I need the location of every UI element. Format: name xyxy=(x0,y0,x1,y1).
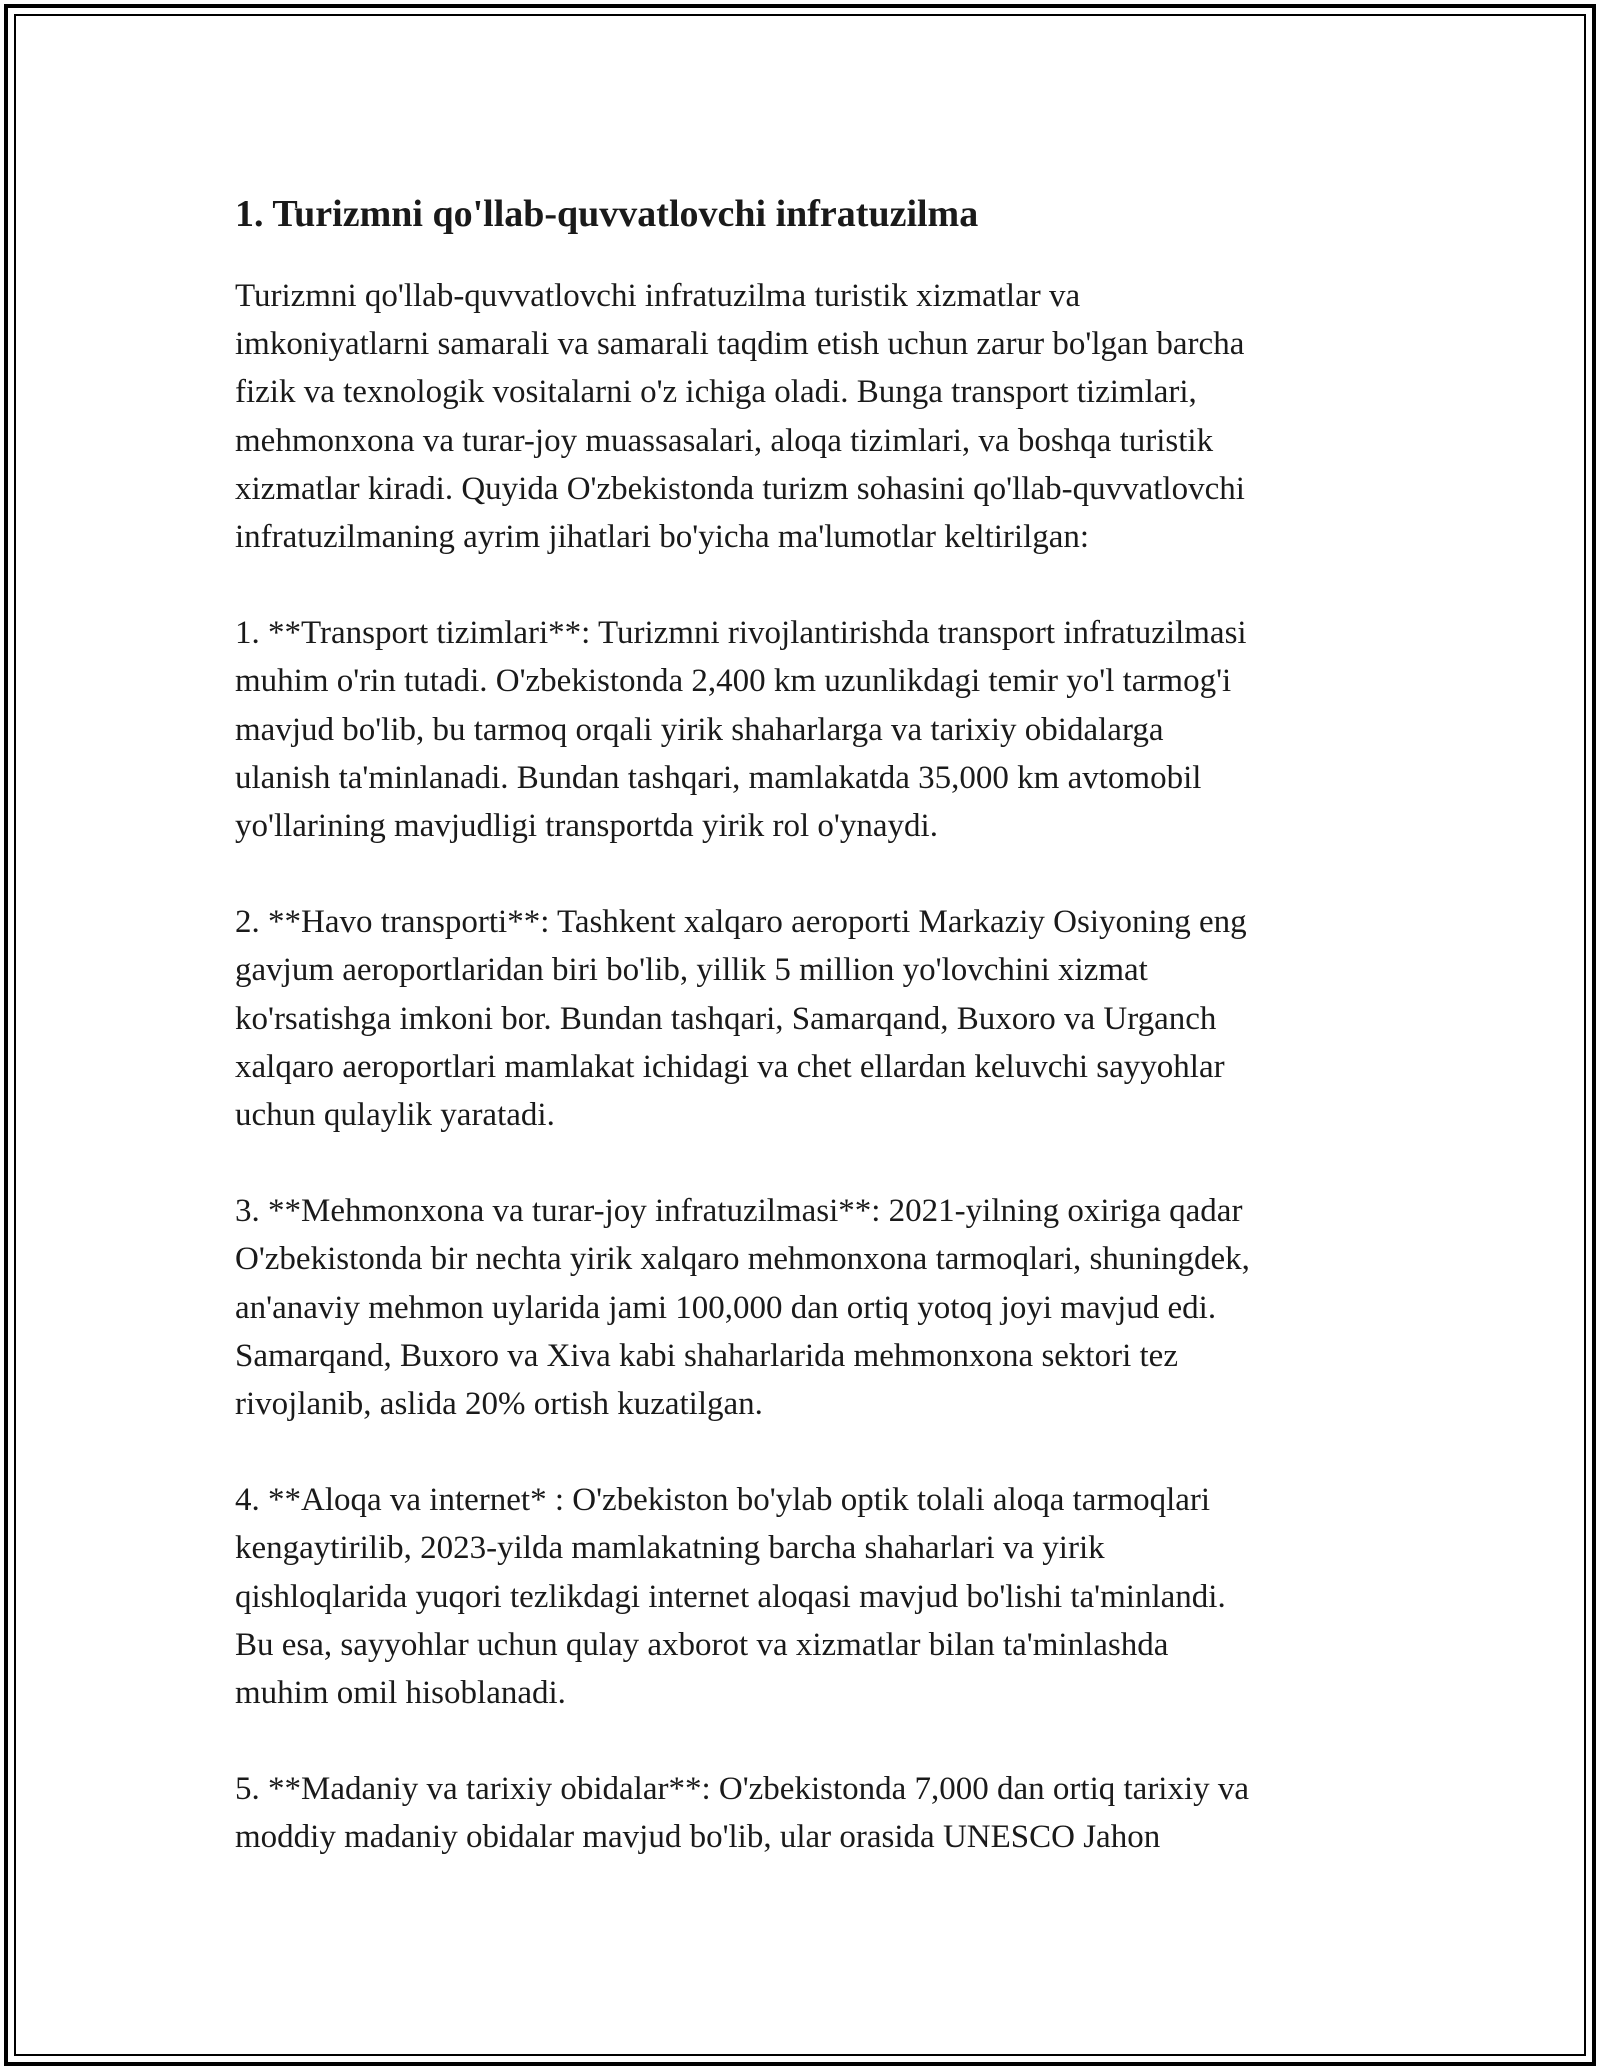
paragraph-line: imkoniyatlarni samarali va samarali taqdim etish uchun zarur bo'lgan barcha xyxy=(235,326,1245,363)
paragraph-line: infratuzilmaning ayrim jihatlari bo'yicha ma'lumotlar keltirilgan: xyxy=(235,519,1090,556)
paragraph-line: 2. **Havo transporti**: Tashkent xalqaro aeroporti Markaziy Osiyoning eng xyxy=(235,904,1247,941)
paragraph-line: 4. **Aloqa va internet* : O'zbekiston bo'ylab optik tolali aloqa tarmoqlari xyxy=(235,1482,1211,1519)
paragraph-line: qishloqlarida yuqori tezlikdagi internet aloqasi mavjud bo'lishi ta'minlandi. xyxy=(235,1578,1226,1615)
paragraph-line: yo'llarining mavjudligi transportda yirik rol o'ynaydi. xyxy=(235,808,938,845)
communication-paragraph xyxy=(235,1476,1375,1717)
paragraph-line: mavjud bo'lib, bu tarmoq orqali yirik shaharlarga va tarixiy obidalarga xyxy=(235,711,1164,748)
paragraph-line: moddiy madaniy obidalar mavjud bo'lib, ular orasida UNESCO Jahon xyxy=(235,1819,1161,1856)
paragraph-line: mehmonxona va turar-joy muassasalari, aloqa tizimlari, va boshqa turistik xyxy=(235,422,1214,459)
air-transport-paragraph xyxy=(235,898,1375,1139)
paragraph-line: gavjum aeroportlaridan biri bo'lib, yillik 5 million yo'lovchini xizmat xyxy=(235,952,1148,989)
document-title: 1. Turizmni qo'llab-quvvatlovchi infratuzilma xyxy=(235,193,979,235)
heritage-paragraph xyxy=(235,1765,1375,1861)
paragraph-line: an'anaviy mehmon uylarida jami 100,000 dan ortiq yotoq joyi mavjud edi. xyxy=(235,1289,1217,1326)
transport-paragraph xyxy=(235,609,1375,850)
intro-paragraph xyxy=(235,272,1375,561)
paragraph-line: Samarqand, Buxoro va Xiva kabi shaharlarida mehmonxona sektori tez xyxy=(235,1337,1178,1374)
paragraph-line: Bu esa, sayyohlar uchun qulay axborot va xizmatlar bilan ta'minlashda xyxy=(235,1626,1169,1663)
paragraph-line: 1. **Transport tizimlari**: Turizmni rivojlantirishda transport infratuzilmasi xyxy=(235,615,1247,652)
paragraph-line: O'zbekistonda bir nechta yirik xalqaro mehmonxona tarmoqlari, shuningdek, xyxy=(235,1241,1250,1278)
document-body xyxy=(235,186,1375,1910)
paragraph-line: xizmatlar kiradi. Quyida O'zbekistonda turizm sohasini qo'llab-quvvatlovchi xyxy=(235,470,1245,507)
paragraph-line: xalqaro aeroportlari mamlakat ichidagi va chet ellardan keluvchi sayyohlar xyxy=(235,1048,1225,1085)
paragraph-line: ko'rsatishga imkoni bor. Bundan tashqari, Samarqand, Buxoro va Urganch xyxy=(235,1000,1217,1037)
paragraph-line: 3. **Mehmonxona va turar-joy infratuzilmasi**: 2021-yilning oxiriga qadar xyxy=(235,1193,1243,1230)
paragraph-line: uchun qulaylik yaratadi. xyxy=(235,1097,555,1134)
paragraph-line: 5. **Madaniy va tarixiy obidalar**: O'zbekistonda 7,000 dan ortiq tarixiy va xyxy=(235,1771,1250,1808)
paragraph-line: ulanish ta'minlanadi. Bundan tashqari, mamlakatda 35,000 km avtomobil xyxy=(235,759,1202,796)
paragraph-line: fizik va texnologik vositalarni o'z ichiga oladi. Bunga transport tizimlari, xyxy=(235,374,1197,411)
paragraph-line: muhim o'rin tutadi. O'zbekistonda 2,400 km uzunlikdagi temir yo'l tarmog'i xyxy=(235,663,1232,700)
hotel-paragraph xyxy=(235,1187,1375,1428)
paragraph-line: kengaytirilib, 2023-yilda mamlakatning barcha shaharlari va yirik xyxy=(235,1530,1105,1567)
paragraph-line: Turizmni qo'llab-quvvatlovchi infratuzilma turistik xizmatlar va xyxy=(235,278,1081,314)
paragraph-line: muhim omil hisoblanadi. xyxy=(235,1675,566,1712)
paragraph-line: rivojlanib, aslida 20% ortish kuzatilgan. xyxy=(235,1386,763,1423)
